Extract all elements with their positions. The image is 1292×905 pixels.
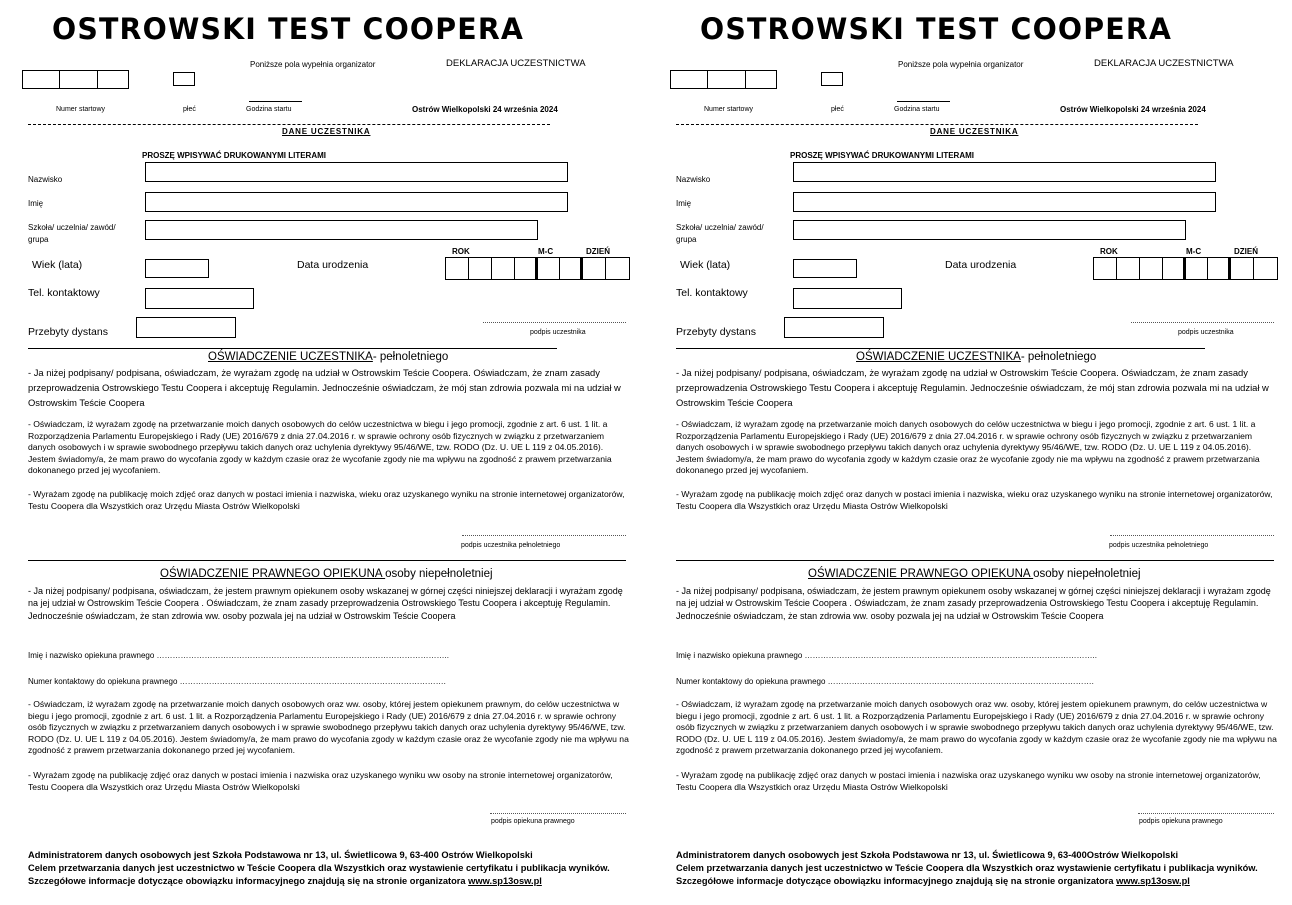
start-time-label: Godzina startu [246, 106, 292, 113]
guardian-statement-p1: - Ja niżej podpisany/ podpisana, oświadczam, że jestem prawnym opiekunem osoby wskazanej w górnej części niniejszej deklaracji i wyrażam zgodę na jej udział w Ostrowskim Teście Coopera . Oświadczam, że znam zasady przeprowadzenia Ostrowskiego Testu Coopera i akceptuję Regulamin. Jednocześnie oświadczam, że stan zdrowia ww. osoby pozwala jej na udział w Ostrowskim Teście Coopera [676, 586, 1271, 621]
birth-year-digit[interactable] [446, 258, 469, 279]
divider [28, 124, 550, 125]
school-label-2: grupa [28, 235, 49, 244]
birth-day-digit[interactable] [583, 258, 606, 279]
distance-input[interactable] [784, 317, 884, 338]
phone-label: Tel. kontaktowy [676, 287, 748, 299]
adult-heading-underlined: OŚWIADCZENIE UCZESTNIKA [856, 351, 1021, 363]
birth-date-label: Data urodzenia [945, 259, 1017, 271]
adult-statement-p3: - Wyrażam zgodę na publikację moich zdjęć oraz danych w postaci imienia i nazwiska, wieku oraz uzyskanego wyniku na stronie internetowej organizatorów, Testu Coopera dla Wszystkich oraz Urzędu Miasta Ostrów Wielkopolski [28, 489, 625, 511]
adult-statement-heading [856, 351, 1096, 363]
start-number-digit-1[interactable] [22, 70, 60, 89]
birth-year-digit[interactable] [1163, 258, 1186, 279]
organizer-note: Poniższe pola wypełnia organizator [250, 60, 376, 69]
adult-heading-underlined: OŚWIADCZENIE UCZESTNIKA [208, 351, 373, 363]
participant-signature-label: podpis uczestnika [530, 329, 586, 336]
birth-month-digit[interactable] [538, 258, 561, 279]
birth-month-digit[interactable] [1186, 258, 1209, 279]
guardian-name-field[interactable]: Imię i nazwisko opiekuna prawnego ……………………………………………………………………………………………….. [676, 651, 1097, 660]
place-date: Ostrów Wielkopolski 24 września 2024 [1060, 105, 1206, 114]
guardian-signature-label: podpis opiekuna prawnego [1139, 818, 1223, 825]
participant-signature-label: podpis uczestnika [1178, 329, 1234, 336]
guardian-phone-field[interactable]: Numer kontaktowy do opiekuna prawnego ………………………………………………………………………………………. [676, 677, 1094, 686]
guardian-name-field[interactable]: Imię i nazwisko opiekuna prawnego ……………………………………………………………………………………………….. [28, 651, 449, 660]
adult-statement-p1: - Ja niżej podpisany/ podpisana, oświadczam, że wyrażam zgodę na udział w Ostrowskim Teście Coopera. Oświadczam, że znam zasady przeprowadzenia Ostrowskiego Testu Coopera i akceptuję Regulamin. Jednocześnie oświadczam, że mój stan zdrowia pozwala mi na udział w Ostrowskim Teście Coopera [676, 367, 1269, 408]
distance-input[interactable] [136, 317, 236, 338]
sex-label: płeć [183, 106, 196, 113]
guardian-signature-line[interactable] [490, 813, 626, 814]
day-label: DZIEŃ [1234, 247, 1258, 256]
start-number-digit-2[interactable] [59, 70, 98, 89]
phone-label: Tel. kontaktowy [28, 287, 100, 299]
start-time-line[interactable] [897, 101, 950, 102]
age-input[interactable] [793, 259, 857, 278]
sex-box[interactable] [821, 72, 843, 86]
birth-year-digit[interactable] [515, 258, 538, 279]
footer-info [676, 875, 1190, 889]
form-title: OSTROWSKI TEST COOPERA [52, 12, 525, 46]
footer-info-text: Szczegółowe informacje dotyczące obowiązku informacyjnego znajdują się na stronie organizatora [676, 876, 1117, 886]
declaration-title: DEKLARACJA UCZESTNICTWA [446, 58, 586, 69]
adult-statement-p2: - Oświadczam, iż wyrażam zgodę na przetwarzanie moich danych osobowych do celów uczestnictwa w biegu i jego promocji, zgodnie z art. 6 ust. 1 lit. a Rozporządzenia Parlamentu Europejskiego i Rady (UE) 2016/679 z dnia 27.04.2016 r. w sprawie ochrony osób fizycznych w związku z przetwarzaniem danych osobowych i w sprawie swobodnego przepływu takich danych oraz uchylenia dyrektywy 95/46/WE, tzw. RODO (Dz. U. UE L 119 z 04.05.2016). Jestem świadomy/a, że mam prawo do wycofania zgody w każdym czasie oraz że wycofanie zgody nie ma wpływu na zgodność z prawem przetwarzania dokonanego przed jej wycofaniem. [28, 419, 612, 476]
adult-heading-rest: - pełnoletniego [372, 351, 449, 363]
surname-label: Nazwisko [28, 175, 63, 184]
footer-info [28, 875, 542, 889]
first-name-label: Imię [676, 199, 692, 208]
birth-day-digit[interactable] [1231, 258, 1254, 279]
start-number-label: Numer startowy [56, 106, 106, 113]
place-date: Ostrów Wielkopolski 24 września 2024 [412, 105, 558, 114]
declaration-form-right [648, 0, 1292, 905]
adult-statement-p1: - Ja niżej podpisany/ podpisana, oświadczam, że wyrażam zgodę na udział w Ostrowskim Teście Coopera. Oświadczam, że znam zasady przeprowadzenia Ostrowskiego Testu Coopera i akceptuję Regulamin. Jednocześnie oświadczam, że mój stan zdrowia pozwala mi na udział w Ostrowskim Teście Coopera [28, 367, 621, 408]
guardian-statement-heading [808, 568, 1141, 580]
age-input[interactable] [145, 259, 209, 278]
adult-statement-p3: - Wyrażam zgodę na publikację moich zdjęć oraz danych w postaci imienia i nazwiska, wieku oraz uzyskanego wyniku na stronie internetowej organizatorów, Testu Coopera dla Wszystkich oraz Urzędu Miasta Ostrów Wielkopolski [676, 489, 1273, 511]
school-input[interactable] [145, 220, 538, 240]
start-number-label: Numer startowy [704, 106, 754, 113]
start-number-digit-2[interactable] [707, 70, 746, 89]
adult-signature-label: podpis uczestnika pełnoletniego [1109, 542, 1209, 549]
guardian-heading-rest: osoby niepełnoletniej [385, 568, 493, 580]
surname-input[interactable] [793, 162, 1216, 182]
guardian-statement-p3: - Wyrażam zgodę na publikację zdjęć oraz danych w postaci imienia i nazwiska oraz uzyskanego wyniku ww osoby na stronie internetowej organizatorów, Testu Coopera dla Wszystkich oraz Urzędu Miasta Ostrów Wielkopolski [676, 770, 1261, 792]
form-title: OSTROWSKI TEST COOPERA [700, 12, 1173, 46]
guardian-statement-p2: - Oświadczam, iż wyrażam zgodę na przetwarzanie moich danych osobowych oraz ww. osoby, której jestem opiekunem prawnym, do celów uczestnictwa w biegu i jego promocji, zgodnie z art. 6 ust. 1 lit. a Rozporządzenia Parlamentu Europejskiego i Rady (UE) 2016/679 z dnia 27.04.2016 r. w sprawie ochrony osób fizycznych w związku z przetwarzaniem danych osobowych i w sprawie swobodnego przepływu takich danych oraz uchylenia dyrektywy 95/46/WE, tzw. RODO (Dz. U. UE L 119 z 04.05.2016). Jestem świadomy/a, że mam prawo do wycofania zgody w każdym czasie oraz że wycofanie zgody nie ma wpływu na zgodność z prawem przetwarzania dokonanego przed jej wycofaniem. [28, 699, 629, 756]
school-input[interactable] [793, 220, 1186, 240]
guardian-heading-underlined: OŚWIADCZENIE PRAWNEGO OPIEKUNA [160, 568, 386, 580]
declaration-title: DEKLARACJA UCZESTNICTWA [1094, 58, 1234, 69]
organizer-note: Poniższe pola wypełnia organizator [898, 60, 1024, 69]
print-instruction: PROSZĘ WPISYWAĆ DRUKOWANYMI LITERAMI [790, 151, 974, 160]
school-label: Szkoła/ uczelnia/ zawód/ [28, 223, 116, 232]
phone-input[interactable] [793, 288, 902, 309]
birth-date-grid[interactable] [445, 257, 630, 280]
participant-section-title: DANE UCZESTNIKA [930, 127, 1019, 136]
sex-box[interactable] [173, 72, 195, 86]
organizer-website-link[interactable]: www.sp13osw.pl [468, 876, 542, 886]
footer-purpose: Celem przetwarzania danych jest uczestnictwo w Teście Coopera dla Wszystkich oraz wystawienie certyfikatu i publikacja wyników. [676, 863, 1258, 873]
adult-signature-line[interactable] [462, 535, 626, 536]
birth-year-digit[interactable] [1094, 258, 1117, 279]
guardian-statement-p3: - Wyrażam zgodę na publikację zdjęć oraz danych w postaci imienia i nazwiska oraz uzyskanego wyniku ww osoby na stronie internetowej organizatorów, Testu Coopera dla Wszystkich oraz Urzędu Miasta Ostrów Wielkopolski [28, 770, 613, 792]
age-label: Wiek (lata) [32, 259, 83, 271]
birth-year-digit[interactable] [1117, 258, 1140, 279]
school-label-2: grupa [676, 235, 697, 244]
divider [676, 560, 1274, 561]
participant-signature-line[interactable] [483, 322, 626, 323]
school-label: Szkoła/ uczelnia/ zawód/ [676, 223, 764, 232]
guardian-heading-rest: osoby niepełnoletniej [1033, 568, 1141, 580]
year-label: ROK [452, 247, 470, 256]
adult-signature-line[interactable] [1110, 535, 1274, 536]
birth-year-digit[interactable] [469, 258, 492, 279]
participant-section-title: DANE UCZESTNIKA [282, 127, 371, 136]
adult-statement-p2: - Oświadczam, iż wyrażam zgodę na przetwarzanie moich danych osobowych do celów uczestnictwa w biegu i jego promocji, zgodnie z art. 6 ust. 1 lit. a Rozporządzenia Parlamentu Europejskiego i Rady (UE) 2016/679 z dnia 27.04.2016 r. w sprawie ochrony osób fizycznych w związku z przetwarzaniem danych osobowych i w sprawie swobodnego przepływu takich danych oraz uchylenia dyrektywy 95/46/WE, tzw. RODO (Dz. U. UE L 119 z 04.05.2016). Jestem świadomy/a, że mam prawo do wycofania zgody w każdym czasie oraz że wycofanie zgody nie ma wpływu na zgodność z prawem przetwarzania dokonanego przed jej wycofaniem. [676, 419, 1260, 476]
birth-day-digit[interactable] [1254, 258, 1277, 279]
adult-heading-rest: - pełnoletniego [1020, 351, 1097, 363]
surname-input[interactable] [145, 162, 568, 182]
distance-label: Przebyty dystans [676, 326, 756, 338]
footer-info-text: Szczegółowe informacje dotyczące obowiązku informacyjnego znajdują się na stronie organizatora [28, 876, 469, 886]
first-name-input[interactable] [793, 192, 1216, 212]
guardian-phone-field[interactable]: Numer kontaktowy do opiekuna prawnego ………………………………………………………………………………………. [28, 677, 446, 686]
start-number-digit-3[interactable] [97, 70, 129, 89]
birth-date-label: Data urodzenia [297, 259, 369, 271]
first-name-label: Imię [28, 199, 44, 208]
first-name-input[interactable] [145, 192, 568, 212]
guardian-statement-p2: - Oświadczam, iż wyrażam zgodę na przetwarzanie moich danych osobowych oraz ww. osoby, której jestem opiekunem prawnym, do celów uczestnictwa w biegu i jego promocji, zgodnie z art. 6 ust. 1 lit. a Rozporządzenia Parlamentu Europejskiego i Rady (UE) 2016/679 z dnia 27.04.2016 r. w sprawie ochrony osób fizycznych w związku z przetwarzaniem danych osobowych i w sprawie swobodnego przepływu takich danych oraz uchylenia dyrektywy 95/46/WE, tzw. RODO (Dz. U. UE L 119 z 04.05.2016). Jestem świadomy/a, że mam prawo do wycofania zgody w każdym czasie oraz że wycofanie zgody nie ma wpływu na zgodność z prawem przetwarzania dokonanego przed jej wycofaniem. [676, 699, 1277, 756]
sex-label: płeć [831, 106, 844, 113]
birth-day-digit[interactable] [606, 258, 629, 279]
participant-signature-line[interactable] [1131, 322, 1274, 323]
footer-administrator: Administratorem danych osobowych jest Szkoła Podstawowa nr 13, ul. Świetlicowa 9, 63-400Ostrów Wielkopolski [676, 850, 1179, 860]
day-label: DZIEŃ [586, 247, 610, 256]
divider [28, 348, 557, 349]
start-number-digit-3[interactable] [745, 70, 777, 89]
guardian-heading-underlined: OŚWIADCZENIE PRAWNEGO OPIEKUNA [808, 568, 1034, 580]
organizer-website-link[interactable]: www.sp13osw.pl [1116, 876, 1190, 886]
adult-statement-heading [208, 351, 448, 363]
birth-month-digit[interactable] [560, 258, 583, 279]
print-instruction: PROSZĘ WPISYWAĆ DRUKOWANYMI LITERAMI [142, 151, 326, 160]
start-time-label: Godzina startu [894, 106, 940, 113]
birth-date-grid[interactable] [1093, 257, 1278, 280]
divider [676, 124, 1198, 125]
guardian-signature-label: podpis opiekuna prawnego [491, 818, 575, 825]
age-label: Wiek (lata) [680, 259, 731, 271]
guardian-statement-p1: - Ja niżej podpisany/ podpisana, oświadczam, że jestem prawnym opiekunem osoby wskazanej w górnej części niniejszej deklaracji i wyrażam zgodę na jej udział w Ostrowskim Teście Coopera . Oświadczam, że znam zasady przeprowadzenia Ostrowskiego Testu Coopera i akceptuję Regulamin. Jednocześnie oświadczam, że stan zdrowia ww. osoby pozwala jej na udział w Ostrowskim Teście Coopera [28, 586, 623, 621]
year-label: ROK [1100, 247, 1118, 256]
birth-month-digit[interactable] [1208, 258, 1231, 279]
divider [676, 348, 1205, 349]
month-label: M-C [538, 247, 554, 256]
start-time-line[interactable] [249, 101, 302, 102]
distance-label: Przebyty dystans [28, 326, 108, 338]
start-number-digit-1[interactable] [670, 70, 708, 89]
month-label: M-C [1186, 247, 1202, 256]
birth-year-digit[interactable] [492, 258, 515, 279]
guardian-signature-line[interactable] [1138, 813, 1274, 814]
divider [28, 560, 626, 561]
adult-signature-label: podpis uczestnika pełnoletniego [461, 542, 561, 549]
footer-purpose: Celem przetwarzania danych jest uczestnictwo w Teście Coopera dla Wszystkich oraz wystawienie certyfikatu i publikacja wyników. [28, 863, 610, 873]
birth-year-digit[interactable] [1140, 258, 1163, 279]
phone-input[interactable] [145, 288, 254, 309]
guardian-statement-heading [160, 568, 493, 580]
surname-label: Nazwisko [676, 175, 711, 184]
footer-administrator: Administratorem danych osobowych jest Szkoła Podstawowa nr 13, ul. Świetlicowa 9, 63-400 Ostrów Wielkopolski [28, 850, 533, 860]
